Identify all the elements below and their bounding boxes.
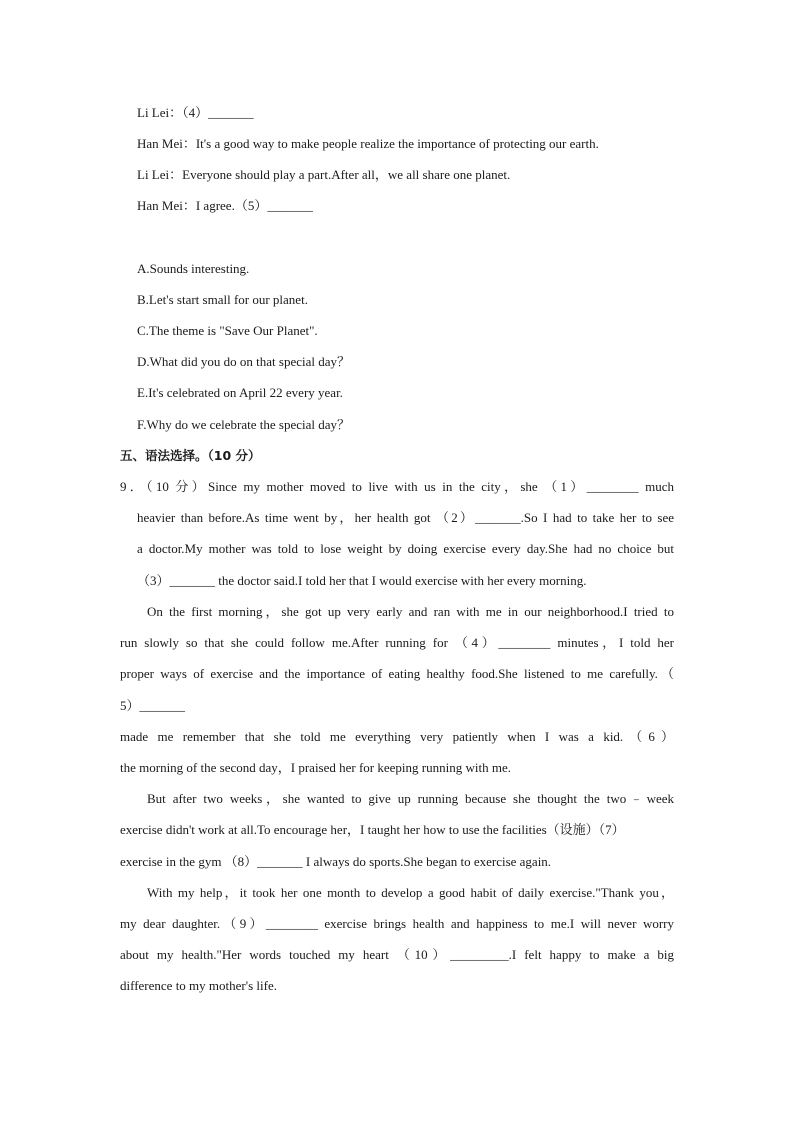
dialogue-line: Han Mei：I agree.（5）_______: [137, 198, 313, 213]
passage-line: difference to my mother's life.: [120, 978, 277, 993]
passage-line: exercise didn't work at all.To encourage her，I taught her how to use the facilities（设施）（7）: [120, 822, 625, 837]
option-item: E.It's celebrated on April 22 every year.: [137, 385, 343, 400]
passage-line: heavier than before.As time went by，her health got （2）_______.So I had to take her to see: [137, 510, 674, 525]
option-item: F.Why do we celebrate the special day？: [137, 417, 351, 432]
option-item: A.Sounds interesting.: [137, 261, 250, 276]
passage-line: exercise in the gym （8）_______ I always do sports.She began to exercise again.: [120, 854, 552, 869]
passage-line: 9．（10 分）Since my mother moved to live with us in the city，she （1）________ much: [120, 479, 674, 494]
passage-line: proper ways of exercise and the importance of eating healthy food.She listened to me carefully.（: [120, 666, 674, 681]
option-item: C.The theme is "Save Our Planet".: [137, 323, 318, 338]
passage-line: But after two weeks，she wanted to give up running because she thought the two﹣week: [147, 791, 674, 806]
dialogue-line: Han Mei：It's a good way to make people realize the importance of protecting our earth.: [137, 136, 599, 151]
passage-line: made me remember that she told me everything very patiently when I was a kid.（6）: [120, 729, 674, 744]
passage-line: run slowly so that she could follow me.After running for （4）________ minutes，I told her: [120, 635, 674, 650]
passage-line: about my health."Her words touched my heart （10）_________.I felt happy to make a big: [120, 947, 674, 962]
passage-line: 5）_______: [120, 698, 186, 713]
dialogue-line: Li Lei：Everyone should play a part.After all，we all share one planet.: [137, 167, 511, 182]
passage-line: On the first morning，she got up very early and ran with me in our neighborhood.I tried to: [147, 604, 674, 619]
section-title: 五、语法选择。（10 分）: [120, 448, 261, 463]
passage-line: （3）_______ the doctor said.I told her that I would exercise with her every morning.: [137, 573, 587, 588]
option-item: B.Let's start small for our planet.: [137, 292, 308, 307]
passage-line: With my help，it took her one month to develop a good habit of daily exercise."Thank you，: [147, 885, 674, 900]
dialogue-line: Li Lei：（4）_______: [137, 105, 254, 120]
passage-line: a doctor.My mother was told to lose weight by doing exercise every day.She had no choice but: [137, 541, 674, 556]
option-item: D.What did you do on that special day？: [137, 354, 351, 369]
passage-line: the morning of the second day，I praised her for keeping running with me.: [120, 760, 511, 775]
passage-line: my dear daughter.（9）________ exercise brings health and happiness to me.I will never worry: [120, 916, 674, 931]
